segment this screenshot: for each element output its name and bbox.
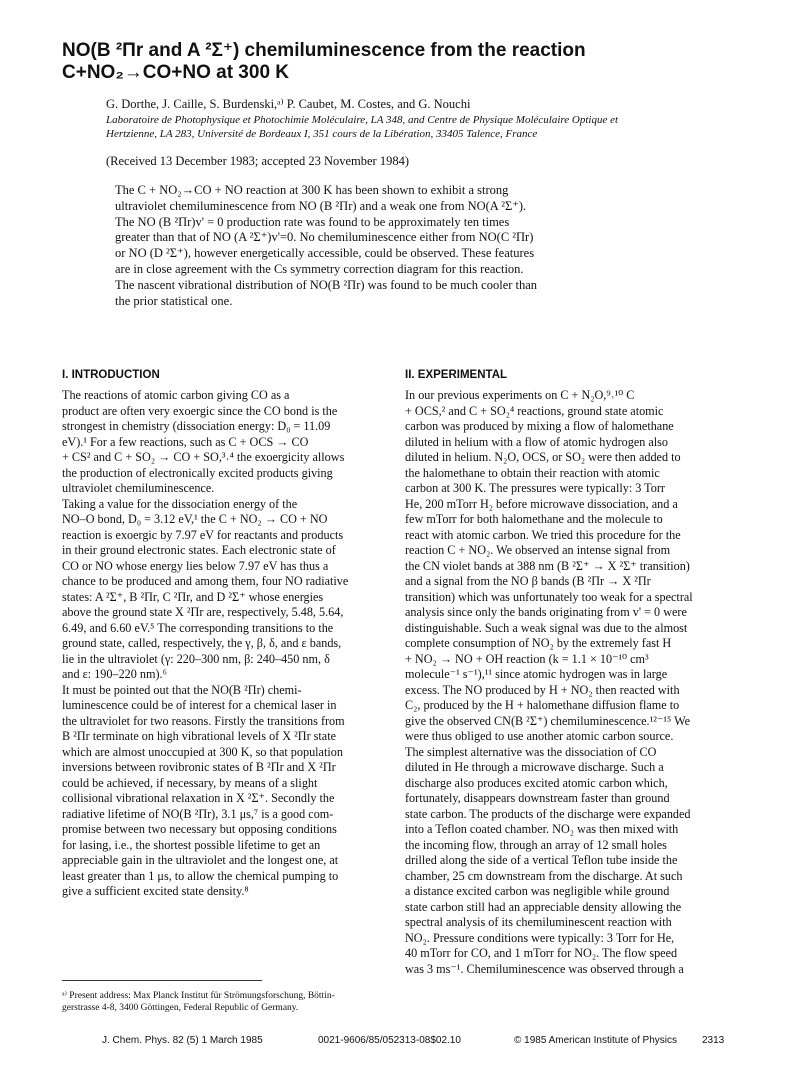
text-line: the production of electronically excited products giving [62,465,333,480]
text-line: + CS² and C + SO₂ → CO + SO,³˒⁴ the exoergicity allows [62,450,345,464]
text-line: carbon was produced by mixing a flow of halomethane [405,419,674,433]
text-line: lie in the ultraviolet (γ: 220–300 nm, β: 240–450 nm, δ [62,651,330,666]
text-line: appreciable gain in the ultraviolet and the longest one, at [62,853,339,867]
abstract-line: ultraviolet chemiluminescence from NO (B ²Πr) and a weak one from NO(A ²Σ⁺). [115,198,527,213]
author-list: G. Dorthe, J. Caille, S. Burdenski,ᵃ⁾ P. Caubet, M. Costes, and G. Nouchi [106,97,471,111]
text-line: radiative lifetime of NO(B ²Πr), 3.1 μs,⁷ is a good com- [62,806,334,821]
abstract-line: are in close agreement with the Cs symmetry correction diagram for this reaction. [115,261,524,276]
text-line: ultraviolet chemiluminescence. [62,481,215,495]
article-code: 0021-9606/85/052313-08$02.10 [318,1035,461,1046]
page-number: 2313 [702,1035,725,1046]
text-line: molecule⁻¹ s⁻¹),¹¹ since atomic hydrogen was in large [405,667,668,681]
title-line: C+NO₂→CO+NO at 300 K [62,62,290,83]
footnote [62,990,380,1014]
introduction-body [62,388,380,900]
text-line: states: A ²Σ⁺, B ²Πr, C ²Πr, and D ²Σ⁺ whose energies [62,589,324,604]
text-line: eV).¹ For a few reactions, such as C + OCS → CO [62,434,309,449]
text-line: least greater than 1 μs, to allow the chemical pumping to [62,868,339,883]
text-line: diluted in He through a microwave discharge. Such a [405,760,664,774]
text-line: and a signal from the NO β bands (B ²Πr → X ²Πr [405,574,651,588]
text-line: carbon at 300 K. The pressures were typically: 3 Torr [405,481,665,495]
affiliation-line: Laboratoire de Photophysique et Photochimie Moléculaire, LA 348, and Centre de Physique Moléculaire Optique et [106,114,619,126]
text-line: diluted in helium. N₂O, OCS, or SO₂ were then added to [405,450,681,464]
text-line: ground state, called, respectively, the γ, β, δ, and ε bands, [62,636,342,650]
text-line: distinguishable. Such a weak signal was due to the almost [405,620,688,635]
section-heading-introduction: I. INTRODUCTION [62,369,160,381]
copyright: © 1985 American Institute of Physics [514,1035,678,1046]
text-line: discharge also produces excited atomic carbon which, [405,775,668,790]
text-line: complete consumption of NO₂ by the extremely fast H [405,636,672,650]
abstract-line: The nascent vibrational distribution of NO(B ²Πr) was found to be much cooler than [115,277,538,292]
affiliation-line: Hertzienne, LA 283, Université de Bordeaux I, 351 cours de la Libération, 33405 Talence, France [106,128,538,140]
text-line: product are often very exoergic since the CO bond is the [62,403,338,418]
text-line: luminescence could be of interest for a chemical laser in [62,698,337,712]
text-line: the halomethane to obtain their reaction with atomic [405,465,660,480]
abstract-line: The C + NO₂→CO + NO reaction at 300 K has been shown to exhibit a strong [115,183,509,197]
affiliation [106,113,746,141]
text-line: above the ground state X ²Πr are, respectively, 5.48, 5.64, [62,605,344,619]
text-line: It must be pointed out that the NO(B ²Πr) chemi- [62,682,302,697]
text-line: analysis since only the bands originating from v' = 0 were [405,605,687,619]
text-line: give the observed CN(B ²Σ⁺) chemiluminescence.¹²⁻¹⁵ We [405,713,691,728]
column-right [405,368,723,977]
footnote-divider [62,980,262,981]
column-left [62,368,380,900]
text-line: + NO₂ → NO + OH reaction (k = 1.1 × 10⁻¹⁰ cm³ [405,651,649,666]
journal-citation: J. Chem. Phys. 82 (5) 1 March 1985 [102,1035,263,1046]
text-line: few mTorr for both halomethane and the molecule to [405,512,663,526]
footnote-line: ᵃ⁾ Present address: Max Planck Institut für Strömungsforschung, Böttin- [62,991,335,1001]
text-line: drilled along the side of a vertical Teflon tube inside the [405,853,678,867]
title-line: NO(B ²Πr and A ²Σ⁺) chemiluminescence from the reaction [62,40,586,61]
experimental-body [405,388,723,977]
text-line: chamber, 25 cm downstream from the discharge. At such [405,868,683,883]
text-line: B ²Πr terminate on high vibrational levels of X ²Πr state [62,729,337,743]
text-line: chance to be produced and among them, four NO radiative [62,574,349,588]
text-line: react with atomic carbon. We tried this procedure for the [405,527,681,542]
abstract [115,183,745,309]
text-line: promise between two necessary but opposing conditions [62,822,337,836]
received-dates: (Received 13 December 1983; accepted 23 November 1984) [106,154,410,168]
text-line: The simplest alternative was the dissociation of CO [405,744,657,759]
text-line: were thus obliged to use another atomic carbon source. [405,729,674,743]
text-line: was 3 ms⁻¹. Chemiluminescence was observed through a [405,961,684,976]
text-line: The reactions of atomic carbon giving CO as a [62,388,290,402]
text-line: + OCS,² and C + SO₂⁴ reactions, ground state atomic [405,403,664,418]
text-line: CO or NO whose energy lies below 7.97 eV has thus a [62,558,329,573]
text-line: which are almost unoccupied at 300 K, so that population [62,744,343,759]
text-line: 40 mTorr for CO, and 1 mTorr for NO₂. The flow speed [405,946,678,960]
text-line: NO₂. Pressure conditions were typically: 3 Torr for He, [405,930,675,945]
text-line: could be achieved, if necessary, by means of a slight [62,775,318,790]
text-line: for lasing, i.e., the shortest possible lifetime to get an [62,837,321,852]
abstract-line: or NO (D ²Σ⁺), however energetically accessible, could be observed. These features [115,246,535,261]
text-line: reaction is exoergic by 7.97 eV for reactants and products [62,527,344,542]
section-heading-experimental: II. EXPERIMENTAL [405,369,508,381]
abstract-line: The NO (B ²Πr)v' = 0 production rate was found to be approximately ten times [115,214,510,229]
article-title [62,40,742,84]
text-line: NO–O bond, D₀ = 3.12 eV,¹ the C + NO₂ → CO + NO [62,512,328,526]
text-line: give a sufficient excited state density.⁸ [62,884,249,898]
text-line: excess. The NO produced by H + NO₂ then reacted with [405,682,680,697]
text-line: fortunately, disappears downstream faster than ground [405,791,670,805]
text-line: diluted in helium with a flow of atomic hydrogen also [405,434,668,449]
text-line: the incoming flow, through an array of 12 small holes [405,837,667,852]
text-line: a distance excited carbon was negligible while ground [405,884,670,898]
text-line: C₂, produced by the H + halomethane diffusion flame to [405,698,680,712]
text-line: the ultraviolet for two reasons. Firstly the transitions from [62,713,345,728]
footnote-line: gerstrasse 4-8, 3400 Göttingen, Federal Republic of Germany. [62,1003,299,1013]
text-line: the CN violet bands at 388 nm (B ²Σ⁺ → X ²Σ⁺ transition) [405,558,690,573]
text-line: spectral analysis of its chemiluminescent reaction with [405,915,672,929]
text-line: reaction C + NO₂. We observed an intense signal from [405,543,671,557]
text-line: 6.49, and 6.60 eV.⁵ The corresponding transitions to the [62,620,334,635]
text-line: in their ground electronic states. Each electronic state of [62,543,336,557]
text-line: In our previous experiments on C + N₂O,⁹˒¹⁰ C [405,388,635,402]
text-line: collisional vibrational relaxation in X ²Σ⁺. Secondly the [62,791,335,805]
text-line: transition) which was unfortunately too weak for a spectral [405,589,693,604]
text-line: Taking a value for the dissociation energy of the [62,496,298,511]
text-line: and ε: 190–220 nm).⁶ [62,667,167,681]
text-line: strongest in chemistry (dissociation energy: D₀ = 11.09 [62,419,331,433]
text-line: into a Teflon coated chamber. NO₂ was then mixed with [405,822,679,836]
abstract-line: the prior statistical one. [115,293,233,308]
text-line: He, 200 mTorr H₂ before microwave dissociation, and a [405,496,678,511]
text-line: inversions between rovibronic states of B ²Πr and X ²Πr [62,760,336,774]
abstract-line: greater than that of NO (A ²Σ⁺)v'=0. No chemiluminescence either from NO(C ²Πr) [115,230,534,245]
text-line: state carbon. The products of the discharge were expanded [405,806,691,821]
text-line: state carbon still had an appreciable density allowing the [405,899,682,914]
